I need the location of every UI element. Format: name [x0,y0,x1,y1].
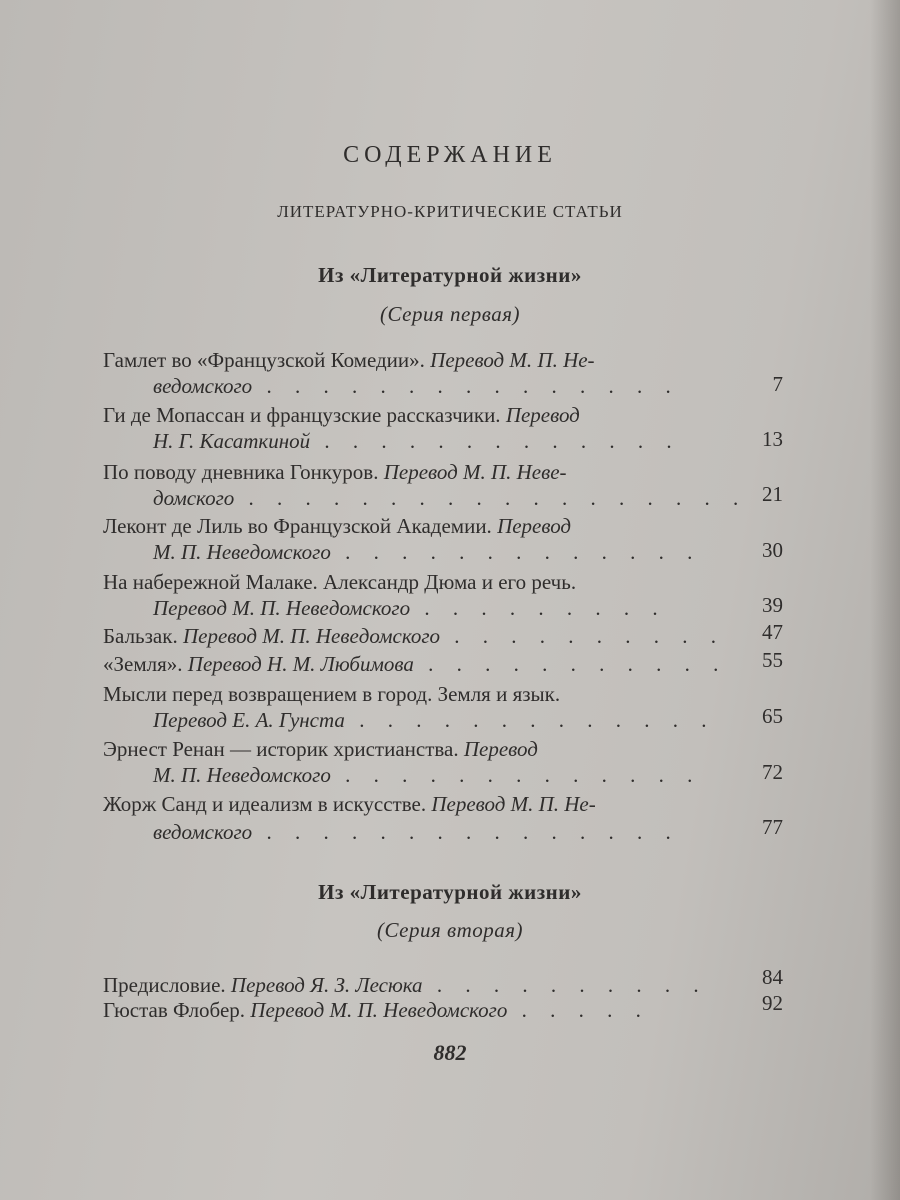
toc-entry-line: Гюстав Флобер. Перевод М. П. Невeдомского . . . . . [103,998,650,1022]
toc-entry-line: М. П. Невeдомского . . . . . . . . . . . . . [153,540,702,564]
page-folio-number: 882 [433,1040,467,1065]
toc-page-number: 65 [762,704,783,728]
page-title: СОДЕРЖАНИЕ [343,142,557,168]
toc-entry-line: «Земля». Перевод Н. М. Любимова . . . . . . . . . . . [103,652,728,676]
toc-entry-line: Н. Г. Касаткиной . . . . . . . . . . . . . [153,429,681,453]
toc-page-number: 47 [762,620,783,644]
toc-entry-line: Ги де Мопассан и французские рассказчики. Перевод [103,403,580,427]
toc-entry-line: М. П. Невeдомского . . . . . . . . . . . . . [153,763,702,787]
toc-entry-line: Леконт де Лиль во Французской Академии. Перевод [103,514,572,538]
toc-entry-line: домского . . . . . . . . . . . . . . . . . . [153,486,748,510]
section-heading: ЛИТЕРАТУРНО-КРИТИЧЕСКИЕ СТАТЬИ [277,202,623,221]
toc-page-number: 72 [762,760,783,784]
toc-page-number: 39 [762,593,783,617]
toc-entry-line: Перевод Е. А. Гунста . . . . . . . . . . . . . [153,708,716,732]
page-edge-shadow [870,0,900,1200]
toc-entry-line: Бальзак. Перевод М. П. Невeдомского . . . . . . . . . . [103,624,726,648]
toc-page-number: 7 [772,372,783,396]
toc-entry-line: ведомского . . . . . . . . . . . . . . . [153,374,680,398]
toc-page-number: 92 [762,991,783,1015]
toc-entry-line: Мысли перед возвращением в город. Земля и язык. [103,682,561,706]
series-1-title: Из «Литературной жизни» [318,263,582,287]
toc-page-number: 55 [762,648,783,672]
toc-page-number: 30 [762,538,783,562]
toc-entry-line: Жорж Санд и идеализм в искусстве. Перевод М. П. Не- [103,792,596,816]
toc-entry-line: На набережной Малаке. Александр Дюма и его речь. [103,570,577,594]
series-2-title: Из «Литературной жизни» [318,880,582,904]
toc-entry-line: Предисловие. Перевод Я. З. Лесюка . . . . . . . . . . [103,973,708,997]
toc-entry-line: Гамлет во «Французской Комедии». Перевод М. П. Не- [103,348,595,372]
toc-page-number: 21 [762,482,783,506]
series-2-subtitle: (Серия вторая) [376,918,523,942]
toc-entry-line: Перевод М. П. Невeдомского . . . . . . . . . [153,596,667,620]
toc-entry-line: По поводу дневника Гонкуров. Перевод М. П. Невe- [103,460,567,484]
toc-entry-line: ведомского . . . . . . . . . . . . . . . [153,820,680,844]
toc-page-number: 77 [762,815,783,839]
toc-entry-line: Эрнест Ренан — историк христианства. Перевод [103,737,538,761]
toc-page-number: 84 [762,965,783,989]
series-1-subtitle: (Серия первая) [379,302,521,326]
toc-page-number: 13 [762,427,783,451]
